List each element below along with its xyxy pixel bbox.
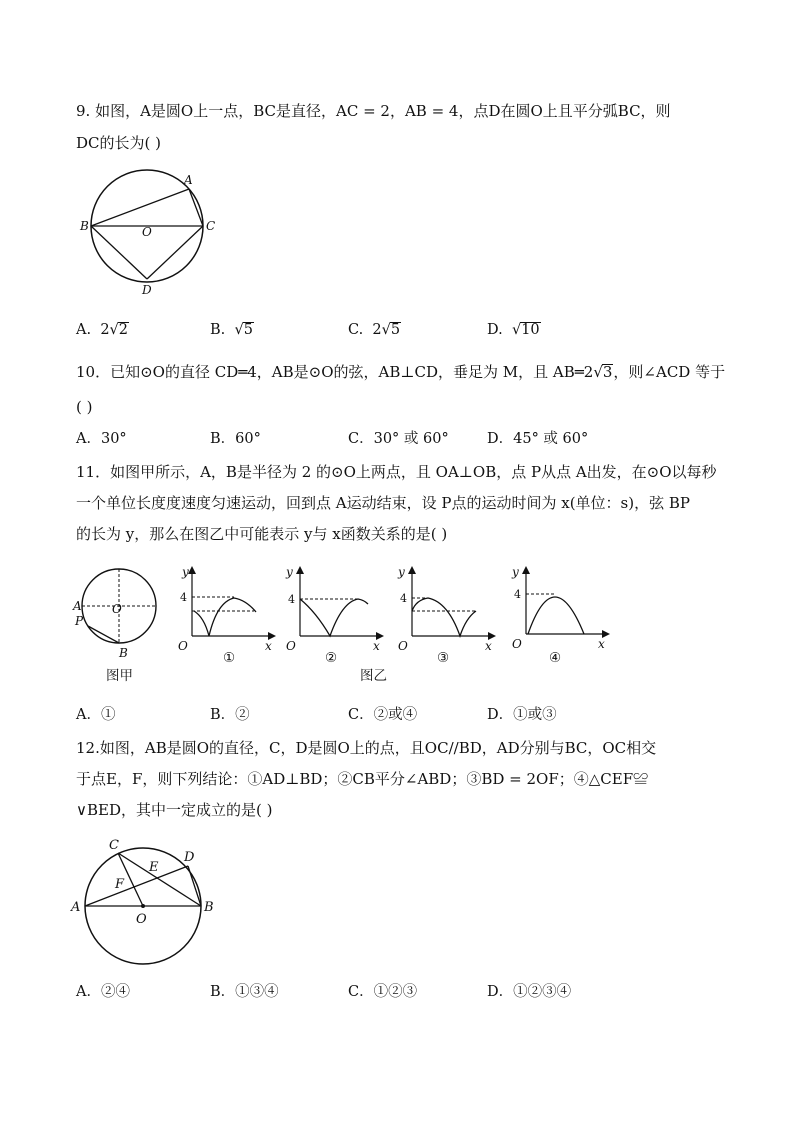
q12-option-b[interactable]: B．①③④: [210, 984, 279, 1000]
q11-g2-origin: O: [286, 639, 296, 653]
q12-label-a: A: [71, 900, 81, 915]
q11-g4-x-label: x: [598, 637, 605, 651]
q11-jia-label-a: A: [73, 599, 82, 613]
q11-g3-tick-4: 4: [400, 592, 407, 605]
q11-caption-jia: 图甲: [106, 668, 133, 684]
q11-g1-x-label: x: [265, 639, 272, 653]
q11-graph-3: [392, 562, 492, 662]
q9-label-c: C: [206, 219, 216, 233]
q11-option-d[interactable]: D．①或③: [487, 707, 557, 723]
q11-g4-y-label: y: [512, 565, 519, 579]
q9-label-o: O: [142, 225, 152, 239]
q11-g2-y-label: y: [286, 565, 293, 579]
q11-option-c[interactable]: C．②或④: [348, 707, 418, 723]
q12-label-o: O: [136, 912, 147, 927]
q11-g1-y-label: y: [182, 565, 189, 579]
q10-option-a[interactable]: A．30°: [76, 431, 127, 447]
q10-stem-line1: 10．已知⊙O的直径 CD═4，AB是⊙O的弦，AB⊥CD，垂足为 M，且 AB═2√3，则∠ACD 等于: [76, 363, 726, 381]
q11-stem-line2: 一个单位长度度速度匀速运动，回到点 A运动结束，设 P点的运动时间为 x(单位：s)，弦 BP: [76, 494, 690, 512]
q9-option-d[interactable]: D. √10: [487, 322, 540, 338]
q11-jia-label-p: P: [75, 614, 84, 628]
q11-g2-x-label: x: [373, 639, 380, 653]
q12-stem-line3: ∨BED，其中一定成立的是( ): [76, 801, 273, 819]
q11-jia-label-o: O: [112, 602, 122, 616]
q9-label-b: B: [80, 219, 89, 233]
q9-stem-line2: DC的长为( ): [76, 134, 161, 152]
q12-stem-line1: 12.如图，AB是圆O的直径，C，D是圆O上的点，且OC//BD，AD分别与BC，OC相交: [76, 739, 657, 757]
q11-graph-2-number: ②: [325, 650, 338, 666]
q9-option-b[interactable]: B. √5: [210, 322, 253, 338]
q11-graph-4: [506, 562, 616, 662]
q11-option-b[interactable]: B．②: [210, 707, 250, 723]
q11-graph-1-number: ①: [223, 650, 236, 666]
q11-graph-1: [172, 562, 272, 662]
q11-g4-origin: O: [512, 637, 522, 651]
q11-g3-origin: O: [398, 639, 408, 653]
q11-g1-tick-4: 4: [180, 591, 187, 604]
q12-label-b: B: [204, 900, 214, 915]
q11-g3-y-label: y: [398, 565, 405, 579]
q11-g2-tick-4: 4: [288, 593, 295, 606]
q9-label-a: A: [184, 173, 193, 187]
q12-option-a[interactable]: A．②④: [76, 984, 130, 1000]
q11-stem-line1: 11．如图甲所示，A，B是半径为 2 的⊙O上两点，且 OA⊥OB，点 P从点 A出发，在⊙O以每秒: [76, 463, 717, 481]
q11-stem-line3: 的长为 y，那么在图乙中可能表示 y与 x函数关系的是( ): [76, 525, 448, 543]
q12-option-c[interactable]: C．①②③: [348, 984, 418, 1000]
q10-option-b[interactable]: B．60°: [210, 431, 261, 447]
q12-option-d[interactable]: D．①②③④: [487, 984, 572, 1000]
q11-g4-tick-4: 4: [514, 588, 521, 601]
q9-option-c[interactable]: C. 2√5: [348, 322, 401, 338]
q12-label-f: F: [115, 877, 125, 892]
q9-label-d: D: [142, 283, 152, 297]
q12-stem-line2: 于点E，F，则下列结论：①AD⊥BD；②CB平分∠ABD；③BD = 2OF；④△CEF≌: [76, 770, 649, 788]
q12-circle-figure: [70, 834, 220, 984]
q11-option-a[interactable]: A．①: [76, 707, 116, 723]
q10-option-c[interactable]: C．30° 或 60°: [348, 431, 449, 447]
q9-option-a[interactable]: A. 2√2: [76, 322, 129, 338]
q12-label-d: D: [184, 850, 195, 865]
q11-figure-jia: [72, 562, 172, 660]
q10-stem-line2: ( ): [76, 398, 93, 416]
q11-caption-yi: 图乙: [360, 668, 387, 684]
q11-g1-origin: O: [178, 639, 188, 653]
q10-option-d[interactable]: D．45° 或 60°: [487, 431, 589, 447]
q12-label-e: E: [149, 860, 159, 875]
q11-graph-3-number: ③: [437, 650, 450, 666]
q11-jia-label-b: B: [119, 646, 128, 660]
q12-label-c: C: [109, 838, 119, 853]
q11-g3-x-label: x: [485, 639, 492, 653]
q11-graph-2: [280, 562, 380, 662]
q11-graph-4-number: ④: [549, 650, 562, 666]
q9-stem-line1: 9. 如图，A是圆O上一点，BC是直径，AC = 2，AB = 4，点D在圆O上且平分弧BC，则: [76, 102, 671, 120]
q9-circle-figure: [80, 170, 220, 310]
